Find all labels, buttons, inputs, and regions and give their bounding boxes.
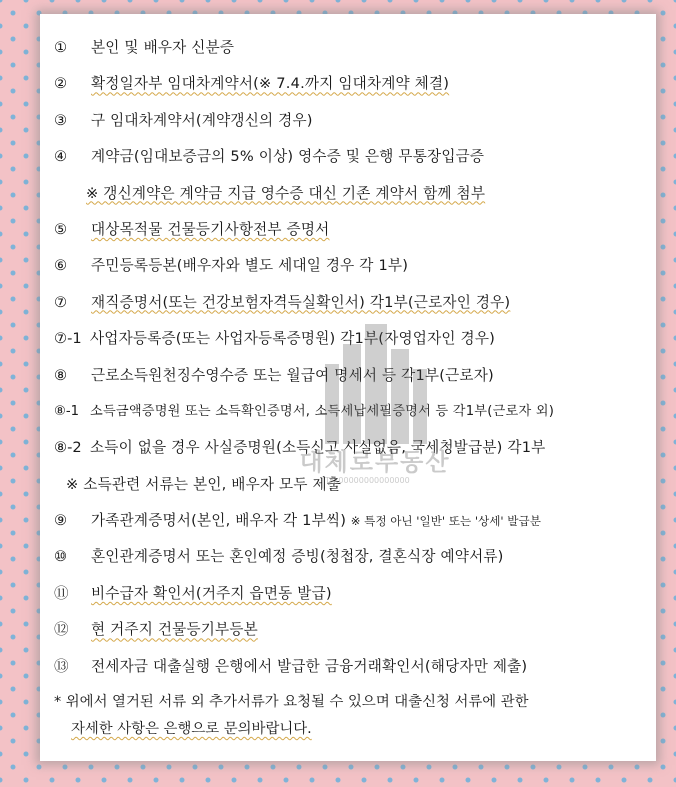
item-number: ⑧-2 xyxy=(54,439,82,457)
list-item xyxy=(54,649,656,685)
item-extra-note: ※ 특정 아닌 '일반' 또는 '상세' 발급분 xyxy=(350,514,541,529)
list-item xyxy=(54,612,656,648)
item-number: ⑥ xyxy=(54,257,68,275)
item-number: ⑫ xyxy=(54,621,69,639)
item-text: 전세자금 대출실행 은행에서 발급한 금융거래확인서(해당자만 제출) xyxy=(91,657,528,675)
item-number: ③ xyxy=(54,111,68,129)
item-number: ⑪ xyxy=(54,584,69,602)
document-card xyxy=(40,14,656,761)
item-text: 사업자등록증(또는 사업자등록증명원) 각1부(자영업자인 경우) xyxy=(90,330,496,348)
list-item xyxy=(54,285,656,321)
item-text: 구 임대차계약서(계약갱신의 경우) xyxy=(91,111,313,129)
item-text: 계약금(임대보증금의 5% 이상) 영수증 및 은행 무통장입금증 xyxy=(91,148,485,166)
item-text: 근로소득원천징수영수증 또는 월급여 명세서 등 각1부(근로자) xyxy=(91,366,494,384)
list-item xyxy=(54,139,656,175)
item-number: ⑬ xyxy=(54,657,69,675)
item-text: 소득금액증명원 또는 소득확인증명서, 소득세납세필증명서 등 각1부(근로자 외) xyxy=(90,403,555,419)
list-item xyxy=(54,539,656,575)
list-item xyxy=(54,430,656,466)
list-item xyxy=(54,66,656,102)
list-item xyxy=(54,321,656,357)
item-number: ⑦-1 xyxy=(54,330,82,348)
list-item xyxy=(54,248,656,284)
item-number: ② xyxy=(54,75,68,93)
item-text: 혼인관계증명서 또는 혼인예정 증빙(청첩장, 결혼식장 예약서류) xyxy=(91,548,504,566)
list-item xyxy=(54,358,656,394)
item-number: ⑩ xyxy=(54,548,68,566)
note-text: ※ 갱신계약은 계약금 지급 영수증 대신 기존 계약서 함께 첨부 xyxy=(86,184,486,202)
footer-line: * 위에서 열거된 서류 외 추가서류가 요청될 수 있으며 대출신청 서류에 관한 xyxy=(54,694,529,711)
item-number: ① xyxy=(54,39,68,56)
list-item xyxy=(54,576,656,612)
item-number: ⑤ xyxy=(54,220,68,238)
footer-note xyxy=(54,689,656,743)
item-number: ④ xyxy=(54,148,68,166)
item-number: ⑧ xyxy=(54,366,68,384)
item-text: 대상목적물 건물등기사항전부 증명서 xyxy=(91,220,330,238)
item-text: 확정일자부 임대차계약서(※ 7.4.까지 임대차계약 체결) xyxy=(91,75,450,93)
item-text: 소득이 없을 경우 사실증명원(소득신고 사실없음, 국세청발급분) 각1부 xyxy=(90,439,546,457)
list-item xyxy=(54,503,656,539)
note-item xyxy=(54,467,656,503)
item-text: 주민등록등본(배우자와 별도 세대일 경우 각 1부) xyxy=(91,257,409,275)
list-item xyxy=(54,394,656,430)
item-text: 본인 및 배우자 신분증 xyxy=(91,39,235,56)
watermark-text: 대체로부동산 xyxy=(299,448,451,476)
item-number: ⑦ xyxy=(54,293,68,311)
watermark-subtext: TN.00000000000000 xyxy=(325,476,410,485)
item-number: ⑧-1 xyxy=(54,403,79,419)
list-item xyxy=(54,212,656,248)
note-item xyxy=(54,176,656,212)
item-text: 비수급자 확인서(거주지 읍면동 발급) xyxy=(91,584,332,602)
list-item xyxy=(54,30,656,66)
footer-line: 자세한 사항은 은행으로 문의바랍니다. xyxy=(71,721,312,738)
item-text: 가족관계증명서(본인, 배우자 각 1부씩) xyxy=(91,512,347,530)
item-number: ⑨ xyxy=(54,512,68,530)
list-item xyxy=(54,103,656,139)
note-text: ※ 소득관련 서류는 본인, 배우자 모두 제출 xyxy=(66,475,342,493)
item-text: 현 거주지 건물등기부등본 xyxy=(91,621,258,639)
item-text: 재직증명서(또는 건강보험자격득실확인서) 각1부(근로자인 경우) xyxy=(91,293,511,311)
